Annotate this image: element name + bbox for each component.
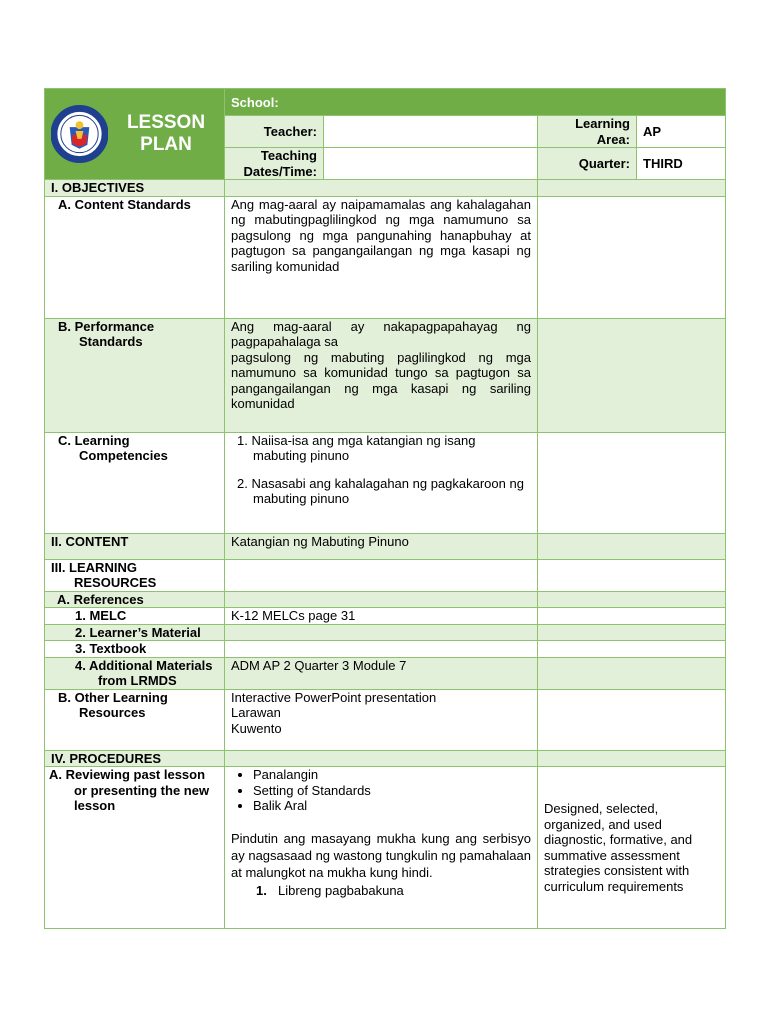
procedure-instruction: Pindutin ang masayang mukha kung ang serbisyo ay nagsasaad ng wastong tungkulin ng pamahalaan at malungkot na mukha kung hindi.	[231, 830, 531, 880]
resource-item: Kuwento	[231, 720, 282, 736]
competency-item: 1. Naiisa-isa ang mga katangian ng isang mabuting pinuno	[237, 432, 476, 463]
competency-item: 2. Nasasabi ang kahalagahan ng pagkakaroon ng mabuting pinuno	[237, 475, 524, 506]
resource-item: Larawan	[231, 705, 281, 720]
resource-item: Interactive PowerPoint presentation	[231, 689, 437, 705]
content-text: Katangian ng Mabuting Pinuno	[225, 533, 538, 559]
teacher-value	[324, 116, 538, 148]
additional-materials-value: ADM AP 2 Quarter 3 Module 7	[225, 657, 538, 689]
learning-area-value: AP	[637, 116, 726, 148]
learning-area-label: Learning Area:	[538, 116, 637, 148]
procedures-heading: IV. PROCEDURES	[45, 750, 225, 767]
other-resources-list	[225, 689, 538, 750]
teaching-dates-value	[324, 148, 538, 180]
learners-material-label: 2. Learner’s Material	[45, 624, 225, 641]
teaching-dates-label: Teaching Dates/Time:	[225, 148, 324, 180]
list-item: • Setting of Standards	[253, 783, 531, 799]
textbook-label: 3. Textbook	[45, 641, 225, 658]
content-standards-text: Ang mag-aaral ay naipamamalas ang kahalagahan ng mabutingpaglilingkod ng mga namumuno sa pagsulong ng mga pangunahing hanapbuhay at pagtugon sa pangangailangan ng mga kasapi ng sariling komunidad	[225, 196, 538, 318]
lesson-plan-table	[44, 88, 726, 929]
header-logo-cell	[45, 89, 225, 180]
lesson-plan-title: LESSON PLAN	[126, 112, 206, 155]
school-label: School:	[225, 89, 726, 116]
additional-materials-label: 4. Additional Materials from LRMDS	[45, 657, 225, 689]
list-item: • Balik Aral	[253, 798, 531, 814]
reviewing-lesson-content	[225, 767, 538, 929]
learning-resources-heading: III. LEARNING RESOURCES	[45, 559, 225, 591]
quarter-value: THIRD	[637, 148, 726, 180]
procedure-bullets	[231, 767, 531, 814]
procedure-item: 1. Libreng pagbabakuna	[256, 882, 404, 898]
list-item: • Panalangin	[253, 767, 531, 783]
lesson-plan-document	[44, 88, 725, 929]
performance-standards-text: Ang mag-aaral ay nakapagpapahayag ng pagpapahalaga sa pagsulong ng mabuting paglilingkod ng mga namumuno sa komunidad tungo sa pagtugon sa pangangailangan ng mga kasapi ng sariling komunidad	[225, 318, 538, 432]
reviewing-lesson-label: A. Reviewing past lesson or presenting the new lesson	[45, 767, 225, 929]
teacher-label: Teacher:	[225, 116, 324, 148]
references-label: A. References	[45, 591, 225, 608]
deped-seal-icon	[51, 105, 108, 163]
melc-label: 1. MELC	[45, 608, 225, 625]
performance-standards-label: B. Performance Standards	[45, 318, 225, 432]
objectives-heading: I. OBJECTIVES	[45, 180, 225, 197]
assessment-note: Designed, selected, organized, and used diagnostic, formative, and summative assessment strategies consistent with curriculum requirements	[538, 767, 726, 929]
content-standards-label: A. Content Standards	[45, 196, 225, 318]
other-resources-label: B. Other Learning Resources	[45, 689, 225, 750]
content-heading: II. CONTENT	[45, 533, 225, 559]
melc-value: K-12 MELCs page 31	[225, 608, 538, 625]
learning-competencies-label: C. Learning Competencies	[45, 432, 225, 533]
learning-competencies-text	[225, 432, 538, 533]
quarter-label: Quarter:	[538, 148, 637, 180]
